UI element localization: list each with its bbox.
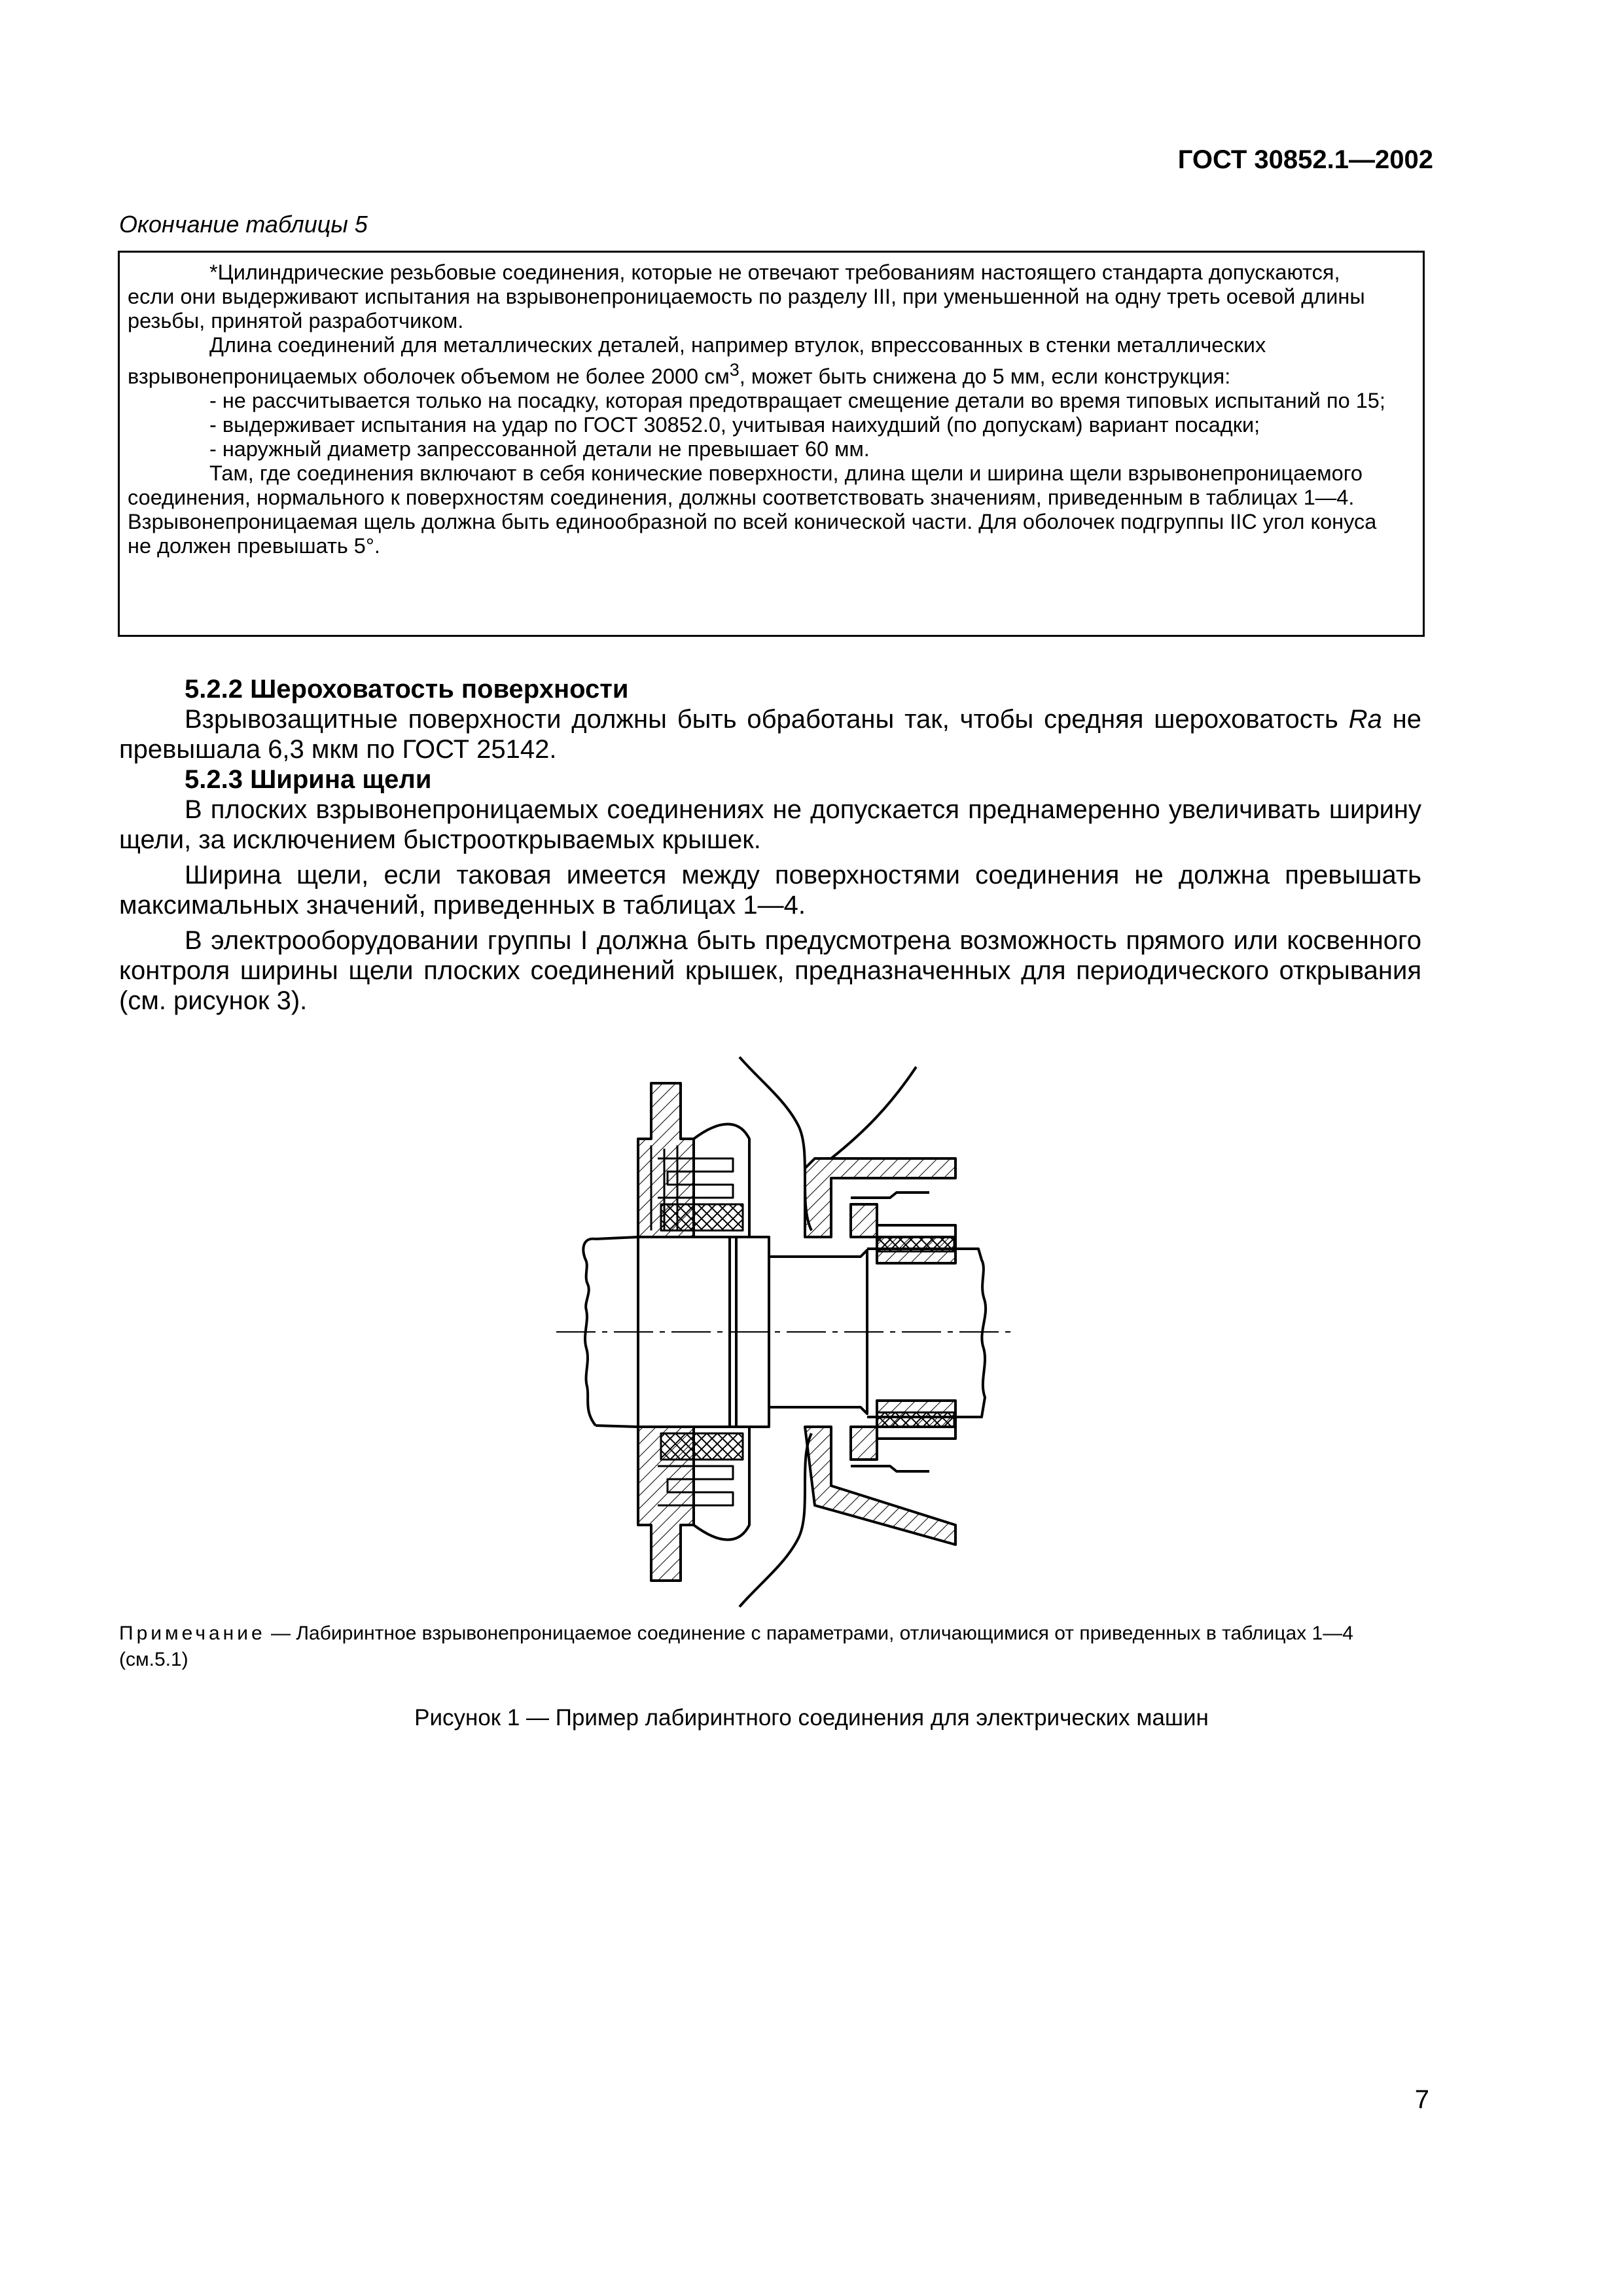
footnote-paragraph: Длина соединений для металлических деталей, например втулок, впрессованных в стенки металлических взрывонепроницаемых оболочек объемом не более 2000 $см^3$, может быть снижена до 5 мм, если конструкция: <box>128 333 1266 388</box>
section-heading-5-2-2: 5.2.2 Шероховатость поверхности <box>185 675 629 704</box>
footnote-paragraph: *Цилиндрические резьбовые соединения, которые не отвечают требованиям настоящего стандарта допускаются, если они выдерживают испытания на взрывонепроницаемость по разделу III, при уменьшенной на одну треть осевой длины резьбы, принятой разработчиком. <box>128 260 1365 332</box>
table-continuation-caption: Окончание таблицы 5 <box>119 211 368 238</box>
figure-note: Примечание — Лабиринтное взрывонепроницаемое соединение с параметрами, отличающимися от приведенных в таблицах 1—4 (см.5.1) <box>119 1623 1353 1670</box>
main-text <box>119 674 1421 1016</box>
body-paragraph: В электрооборудовании группы I должна быть предусмотрена возможность прямого или косвенного контроля ширины щели плоских соединений крышек, предназначенных для периодического открывания (см. рисунок 3). <box>119 926 1421 1015</box>
body-paragraph: Взрывозащитные поверхности должны быть обработаны так, чтобы средняя шероховатость Ra не превышала 6,3 мкм по ГОСТ 25142. <box>119 705 1422 764</box>
page-number: 7 <box>1414 2085 1429 2114</box>
table-footnote-box <box>118 251 1425 637</box>
figure-caption: Рисунок 1 — Пример лабиринтного соединения для электрических машин <box>414 1705 1209 1731</box>
section-heading-5-2-3: 5.2.3 Ширина щели <box>185 765 432 794</box>
body-paragraph: Ширина щели, если таковая имеется между поверхностями соединения не должна превышать максимальных значений, приведенных в таблицах 1—4. <box>119 861 1421 920</box>
footnote-list-item: - наружный диаметр запрессованной детали не превышает 60 мм. <box>209 437 870 461</box>
footnote-paragraph: Там, где соединения включают в себя конические поверхности, длина щели и ширина щели взрывонепроницаемого соединения, нормального к поверхностям соединения, должны соответствовать значениям, приведенным в таблицах 1—4. Взрывонепроницаемая щель должна быть единообразной по всей конической части. Для оболочек подгруппы IIC угол конуса не должен превышать 5°. <box>128 461 1377 558</box>
footnote-list-item: - выдерживает испытания на удар по ГОСТ 30852.0, учитывая наихудший (по допускам) вариант посадки; <box>209 412 1260 437</box>
labyrinth-joint-drawing <box>524 1041 1021 1617</box>
footnote-list-item: - не рассчитывается только на посадку, которая предотвращает смещение детали во время типовых испытаний по 15; <box>209 388 1385 412</box>
body-paragraph: В плоских взрывонепроницаемых соединениях не допускается преднамеренно увеличивать ширину щели, за исключением быстрооткрываемых крышек. <box>119 795 1421 854</box>
document-code: ГОСТ 30852.1—2002 <box>1177 145 1433 174</box>
